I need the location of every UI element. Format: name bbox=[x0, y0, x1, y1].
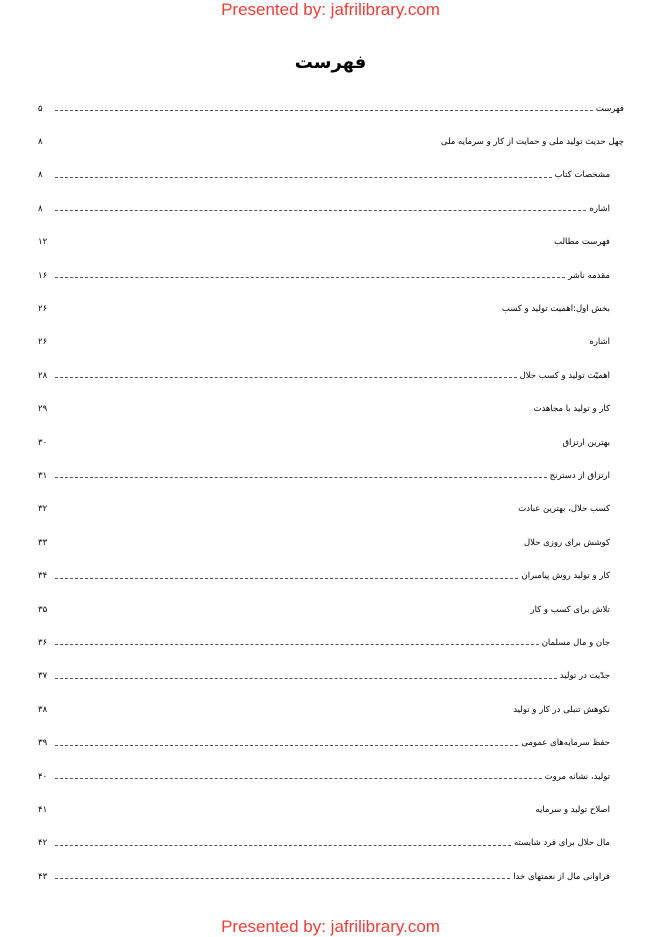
toc-entry[interactable] bbox=[38, 693, 624, 726]
toc-entry[interactable] bbox=[38, 660, 624, 693]
toc-entry[interactable] bbox=[38, 459, 624, 492]
toc-entry-page-number: ۲۶ bbox=[38, 337, 48, 348]
toc-entry-page-number: ۱۶ bbox=[38, 270, 48, 281]
toc-entry[interactable] bbox=[38, 226, 624, 259]
toc-entry-title[interactable]: کوشش برای روزی حلال bbox=[523, 537, 610, 548]
toc-entry-page-number: ۸ bbox=[38, 170, 43, 181]
table-of-contents bbox=[38, 92, 624, 893]
toc-entry[interactable] bbox=[38, 125, 624, 158]
toc-entry-title[interactable]: اهمیّت تولید و کسب حلال bbox=[519, 370, 610, 381]
dot-leader bbox=[55, 244, 551, 245]
toc-entry-title[interactable]: مقدمه ناشر bbox=[568, 270, 610, 281]
toc-entry-title[interactable]: مشخصات کتاب bbox=[554, 170, 610, 181]
dot-leader bbox=[55, 144, 438, 145]
toc-entry-title[interactable]: چهل حدیث تولید ملی و حمایت از کار و سرمایه ملی bbox=[440, 137, 624, 148]
toc-entry-page-number: ۸ bbox=[38, 203, 43, 214]
toc-entry[interactable] bbox=[38, 827, 624, 860]
toc-entry[interactable] bbox=[38, 159, 624, 192]
toc-entry-page-number: ۳۶ bbox=[38, 637, 48, 648]
toc-entry[interactable] bbox=[38, 593, 624, 626]
dot-leader bbox=[55, 344, 586, 345]
dot-leader bbox=[55, 544, 521, 545]
toc-entry-title[interactable]: فهرست bbox=[595, 103, 624, 114]
toc-entry-page-number: ۳۳ bbox=[38, 537, 48, 548]
dot-leader bbox=[55, 377, 517, 378]
toc-entry-page-number: ۴۰ bbox=[38, 771, 48, 782]
toc-entry-title[interactable]: فراوانی مال از نعمتهای خدا bbox=[513, 871, 610, 882]
toc-entry-title[interactable]: نکوهش تنبلی در کار و تولید bbox=[513, 704, 610, 715]
toc-entry-page-number: ۳۲ bbox=[38, 504, 48, 515]
toc-entry[interactable] bbox=[38, 559, 624, 592]
toc-entry-page-number: ۵ bbox=[38, 103, 43, 114]
toc-entry-title[interactable]: فهرست مطالب bbox=[554, 237, 610, 248]
toc-entry-title[interactable]: جان و مال مسلمان bbox=[541, 637, 610, 648]
toc-entry-page-number: ۳۱ bbox=[38, 470, 48, 481]
toc-entry[interactable] bbox=[38, 292, 624, 325]
toc-entry-title[interactable]: اشاره bbox=[589, 337, 610, 348]
dot-leader bbox=[55, 845, 511, 846]
toc-entry[interactable] bbox=[38, 760, 624, 793]
toc-entry[interactable] bbox=[38, 393, 624, 426]
toc-entry[interactable] bbox=[38, 493, 624, 526]
toc-entry-title[interactable]: تلاش برای کسب و کار bbox=[530, 604, 610, 615]
dot-leader bbox=[55, 611, 527, 612]
toc-entry[interactable] bbox=[38, 359, 624, 392]
dot-leader bbox=[55, 678, 557, 679]
toc-entry-title[interactable]: ارتزاق از دسترنج bbox=[549, 470, 610, 481]
dot-leader bbox=[55, 644, 539, 645]
toc-entry-title[interactable]: کار و تولید با مجاهدت bbox=[533, 404, 610, 415]
dot-leader bbox=[55, 444, 559, 445]
toc-entry[interactable] bbox=[38, 726, 624, 759]
dot-leader bbox=[55, 311, 499, 312]
toc-entry[interactable] bbox=[38, 793, 624, 826]
toc-entry[interactable] bbox=[38, 192, 624, 225]
dot-leader bbox=[55, 578, 518, 579]
toc-entry-title[interactable]: مال حلال برای فرد شایسته bbox=[513, 838, 610, 849]
toc-entry[interactable] bbox=[38, 860, 624, 893]
dot-leader bbox=[55, 477, 547, 478]
toc-entry-title[interactable]: تولید، نشانه مروت bbox=[544, 771, 610, 782]
toc-entry[interactable] bbox=[38, 259, 624, 292]
page-title: فهرست bbox=[294, 52, 367, 73]
toc-entry-page-number: ۲۶ bbox=[38, 304, 48, 315]
toc-entry-page-number: ۲۸ bbox=[38, 370, 48, 381]
toc-entry-title[interactable]: حفظ سرمایه‌های عمومی bbox=[521, 738, 610, 749]
toc-entry-page-number: ۳۹ bbox=[38, 738, 48, 749]
footer-watermark: Presented by: jafrilibrary.com bbox=[221, 917, 440, 936]
toc-entry-page-number: ۸ bbox=[38, 137, 43, 148]
toc-entry-page-number: ۳۰ bbox=[38, 437, 48, 448]
toc-entry-title[interactable]: بهترین ارتزاق bbox=[562, 437, 610, 448]
toc-entry-title[interactable]: بخش اول:اهمیت تولید و کسب bbox=[501, 304, 610, 315]
toc-entry-title[interactable]: اصلاح تولید و سرمایه bbox=[535, 804, 610, 815]
dot-leader bbox=[55, 811, 532, 812]
dot-leader bbox=[55, 778, 542, 779]
toc-entry-page-number: ۱۲ bbox=[38, 237, 48, 248]
toc-entry-page-number: ۴۱ bbox=[38, 804, 48, 815]
toc-entry[interactable] bbox=[38, 526, 624, 559]
toc-entry-page-number: ۳۴ bbox=[38, 571, 48, 582]
dot-leader bbox=[55, 110, 593, 111]
dot-leader bbox=[55, 177, 552, 178]
dot-leader bbox=[55, 411, 530, 412]
toc-entry-page-number: ۳۷ bbox=[38, 671, 48, 682]
dot-leader bbox=[55, 277, 565, 278]
dot-leader bbox=[55, 745, 518, 746]
toc-entry-page-number: ۴۲ bbox=[38, 838, 48, 849]
toc-entry-page-number: ۲۹ bbox=[38, 404, 48, 415]
toc-entry[interactable] bbox=[38, 626, 624, 659]
dot-leader bbox=[55, 511, 515, 512]
toc-entry-title[interactable]: اشاره bbox=[589, 203, 610, 214]
toc-entry-title[interactable]: کار و تولید روش پیامبران bbox=[521, 571, 610, 582]
toc-entry-page-number: ۳۵ bbox=[38, 604, 48, 615]
toc-entry[interactable] bbox=[38, 326, 624, 359]
toc-entry[interactable] bbox=[38, 92, 624, 125]
dot-leader bbox=[55, 878, 510, 879]
toc-entry[interactable] bbox=[38, 426, 624, 459]
header-watermark: Presented by: jafrilibrary.com bbox=[221, 0, 440, 19]
toc-entry-page-number: ۳۸ bbox=[38, 704, 48, 715]
toc-entry-title[interactable]: جدّیت در تولید bbox=[559, 671, 610, 682]
dot-leader bbox=[55, 711, 510, 712]
dot-leader bbox=[55, 210, 586, 211]
toc-entry-title[interactable]: کسب حلال، بهترین عبادت bbox=[518, 504, 610, 515]
toc-entry-page-number: ۴۳ bbox=[38, 871, 48, 882]
